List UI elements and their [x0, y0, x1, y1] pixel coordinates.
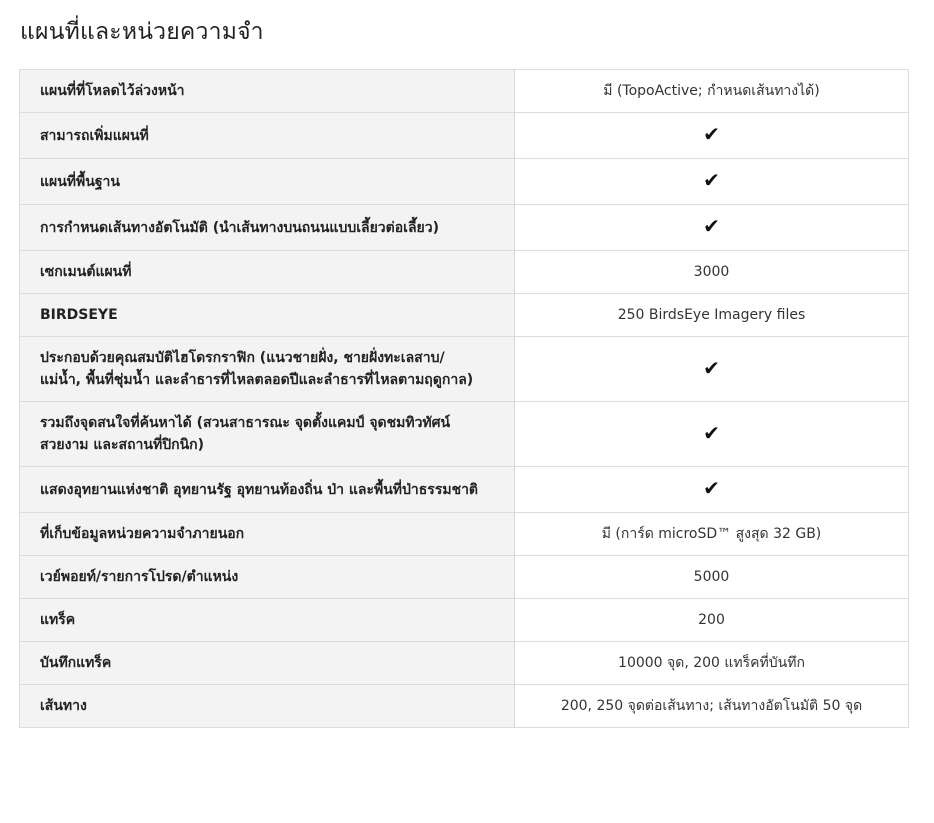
table-row: [20, 402, 909, 467]
row-label: เวย์พอยท์/รายการโปรด/ตำแหน่ง: [20, 556, 515, 599]
row-value: [515, 113, 909, 159]
row-label: เซกเมนต์แผนที่: [20, 251, 515, 294]
row-label: สามารถเพิ่มแผนที่: [20, 113, 515, 159]
specs-table-body: [20, 70, 909, 728]
row-value: 250 BirdsEye Imagery files: [515, 294, 909, 337]
table-row: [20, 205, 909, 251]
row-value: [515, 467, 909, 513]
row-label: แผนที่พื้นฐาน: [20, 159, 515, 205]
row-label: ประกอบด้วยคุณสมบัติไฮโดรกราฟิก (แนวชายฝั่ง, ชายฝั่งทะเลสาบ/แม่น้ำ, พื้นที่ชุ่มน้ำ และลำธารที่ไหลตลอดปีและลำธารที่ไหลตามฤดูกาล): [20, 337, 515, 402]
table-row: [20, 467, 909, 513]
table-row: [20, 513, 909, 556]
row-label: แผนที่ที่โหลดไว้ล่วงหน้า: [20, 70, 515, 113]
checkmark-icon: ✔: [703, 122, 720, 146]
row-label: เส้นทาง: [20, 685, 515, 728]
table-row: [20, 251, 909, 294]
checkmark-icon: ✔: [703, 168, 720, 192]
row-label: รวมถึงจุดสนใจที่ค้นหาได้ (สวนสาธารณะ จุดตั้งแคมป์ จุดชมทิวทัศน์สวยงาม และสถานที่ปิกนิก): [20, 402, 515, 467]
checkmark-icon: ✔: [703, 355, 720, 380]
table-row: [20, 685, 909, 728]
row-label: แสดงอุทยานแห่งชาติ อุทยานรัฐ อุทยานท้องถิ่น ป่า และพื้นที่ป่าธรรมชาติ: [20, 467, 515, 513]
row-value: [515, 337, 909, 402]
row-value: 10000 จุด, 200 แทร็คที่บันทึก: [515, 642, 909, 685]
table-row: [20, 556, 909, 599]
row-label: การกำหนดเส้นทางอัตโนมัติ (นำเส้นทางบนถนนแบบเลี้ยวต่อเลี้ยว): [20, 205, 515, 251]
checkmark-icon: ✔: [703, 420, 720, 445]
table-row: [20, 599, 909, 642]
row-value: 200, 250 จุดต่อเส้นทาง; เส้นทางอัตโนมัติ 50 จุด: [515, 685, 909, 728]
row-value: [515, 159, 909, 205]
checkmark-icon: ✔: [703, 476, 720, 500]
table-row: [20, 70, 909, 113]
row-value: [515, 205, 909, 251]
table-row: [20, 337, 909, 402]
row-value: 3000: [515, 251, 909, 294]
row-label: บันทึกแทร็ค: [20, 642, 515, 685]
table-row: [20, 642, 909, 685]
table-row: [20, 113, 909, 159]
row-label: แทร็ค: [20, 599, 515, 642]
row-value: มี (TopoActive; กำหนดเส้นทางได้): [515, 70, 909, 113]
row-value: [515, 402, 909, 467]
row-label: ที่เก็บข้อมูลหน่วยความจำภายนอก: [20, 513, 515, 556]
specs-table: [19, 69, 909, 728]
row-label: BIRDSEYE: [20, 294, 515, 337]
row-value: มี (การ์ด microSD™ สูงสุด 32 GB): [515, 513, 909, 556]
row-value: 5000: [515, 556, 909, 599]
section-title: แผนที่และหน่วยความจำ: [20, 19, 264, 45]
table-row: [20, 294, 909, 337]
row-value: 200: [515, 599, 909, 642]
checkmark-icon: ✔: [703, 214, 720, 238]
table-row: [20, 159, 909, 205]
